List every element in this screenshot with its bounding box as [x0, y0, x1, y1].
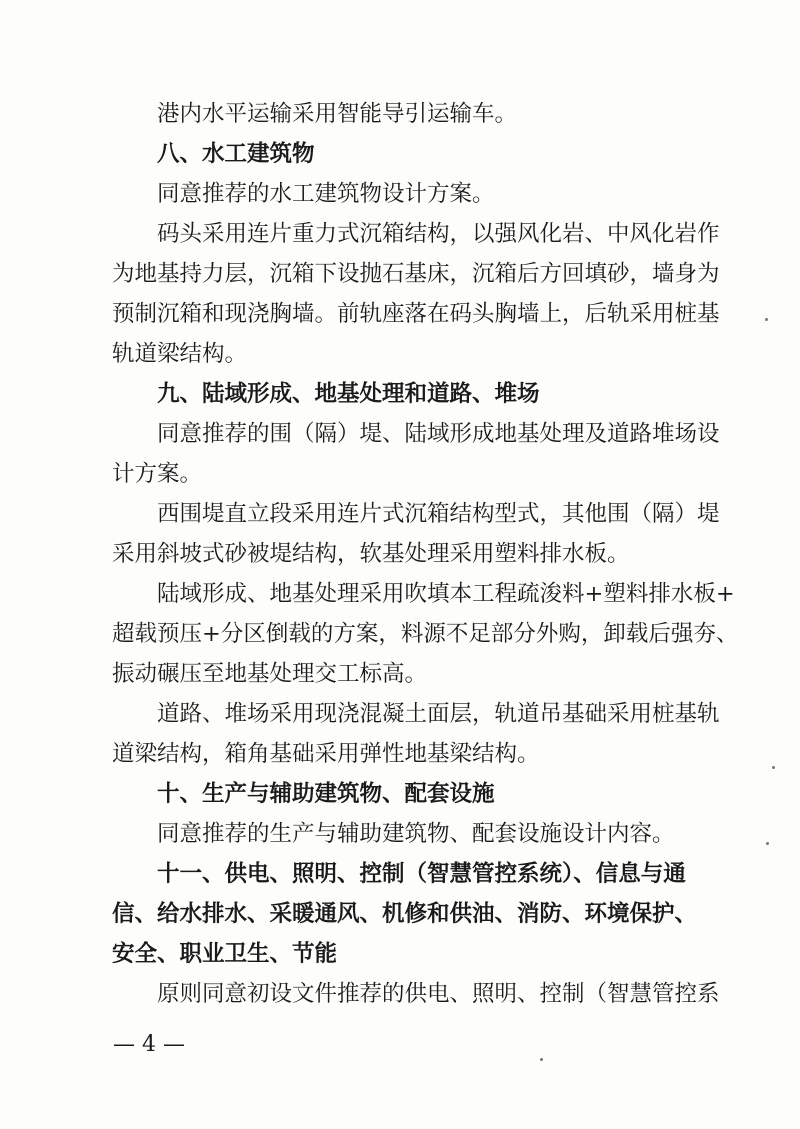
- paragraph-line: 原则同意初设文件推荐的供电、照明、控制（智慧管控系: [157, 981, 720, 1007]
- paragraph-line: 道梁结构，箱角基础采用弹性地基梁结构。: [112, 741, 540, 767]
- section-heading-line: 安全、职业卫生、节能: [112, 941, 338, 967]
- paragraph-line: 计方案。: [112, 461, 203, 487]
- paragraph-line: 港内水平运输采用智能导引运输车。: [157, 101, 518, 127]
- document-body: [112, 94, 739, 1014]
- scan-speck: [765, 318, 768, 321]
- scan-speck: [766, 842, 769, 845]
- section-heading-line: 信、给水排水、采暖通风、机修和供油、消防、环境保护、: [112, 901, 698, 927]
- paragraph-line: 预制沉箱和现浇胸墙。前轨座落在码头胸墙上，后轨采用桩基: [112, 301, 720, 327]
- paragraph-line: 西围堤直立段采用连片式沉箱结构型式，其他围（隔）堤: [157, 501, 720, 527]
- section-heading-line: 八、水工建筑物: [157, 141, 315, 167]
- paragraph-line: 采用斜坡式砂被堤结构，软基处理采用塑料排水板。: [112, 541, 630, 567]
- paragraph-line: 同意推荐的生产与辅助建筑物、配套设施设计内容。: [157, 821, 675, 847]
- section-heading-line: 九、陆域形成、地基处理和道路、堆场: [157, 381, 540, 407]
- paragraph-line: 振动碾压至地基处理交工标高。: [112, 661, 428, 687]
- paragraph-line: 同意推荐的围（隔）堤、陆域形成地基处理及道路堆场设: [157, 421, 720, 447]
- page-number: — 4 —: [113, 1032, 185, 1057]
- scan-speck: [540, 1058, 543, 1061]
- section-heading-line: 十一、供电、照明、控制（智慧管控系统）、信息与通: [157, 861, 686, 887]
- scan-speck: [772, 766, 775, 769]
- paragraph-line: 码头采用连片重力式沉箱结构，以强风化岩、中风化岩作: [157, 221, 720, 247]
- paragraph-line: 陆域形成、地基处理采用吹填本工程疏浚料+塑料排水板+: [157, 581, 735, 607]
- paragraph-line: 道路、堆场采用现浇混凝土面层，轨道吊基础采用桩基轨: [157, 701, 720, 727]
- paragraph-line: 同意推荐的水工建筑物设计方案。: [157, 181, 495, 207]
- section-heading-line: 十、生产与辅助建筑物、配套设施: [157, 781, 495, 807]
- paragraph-line: 超载预压+分区倒载的方案，料源不足部分外购，卸载后强夯、: [112, 621, 739, 647]
- paragraph-line: 为地基持力层，沉箱下设抛石基床，沉箱后方回填砂，墙身为: [112, 261, 720, 287]
- paragraph-line: 轨道梁结构。: [112, 341, 248, 367]
